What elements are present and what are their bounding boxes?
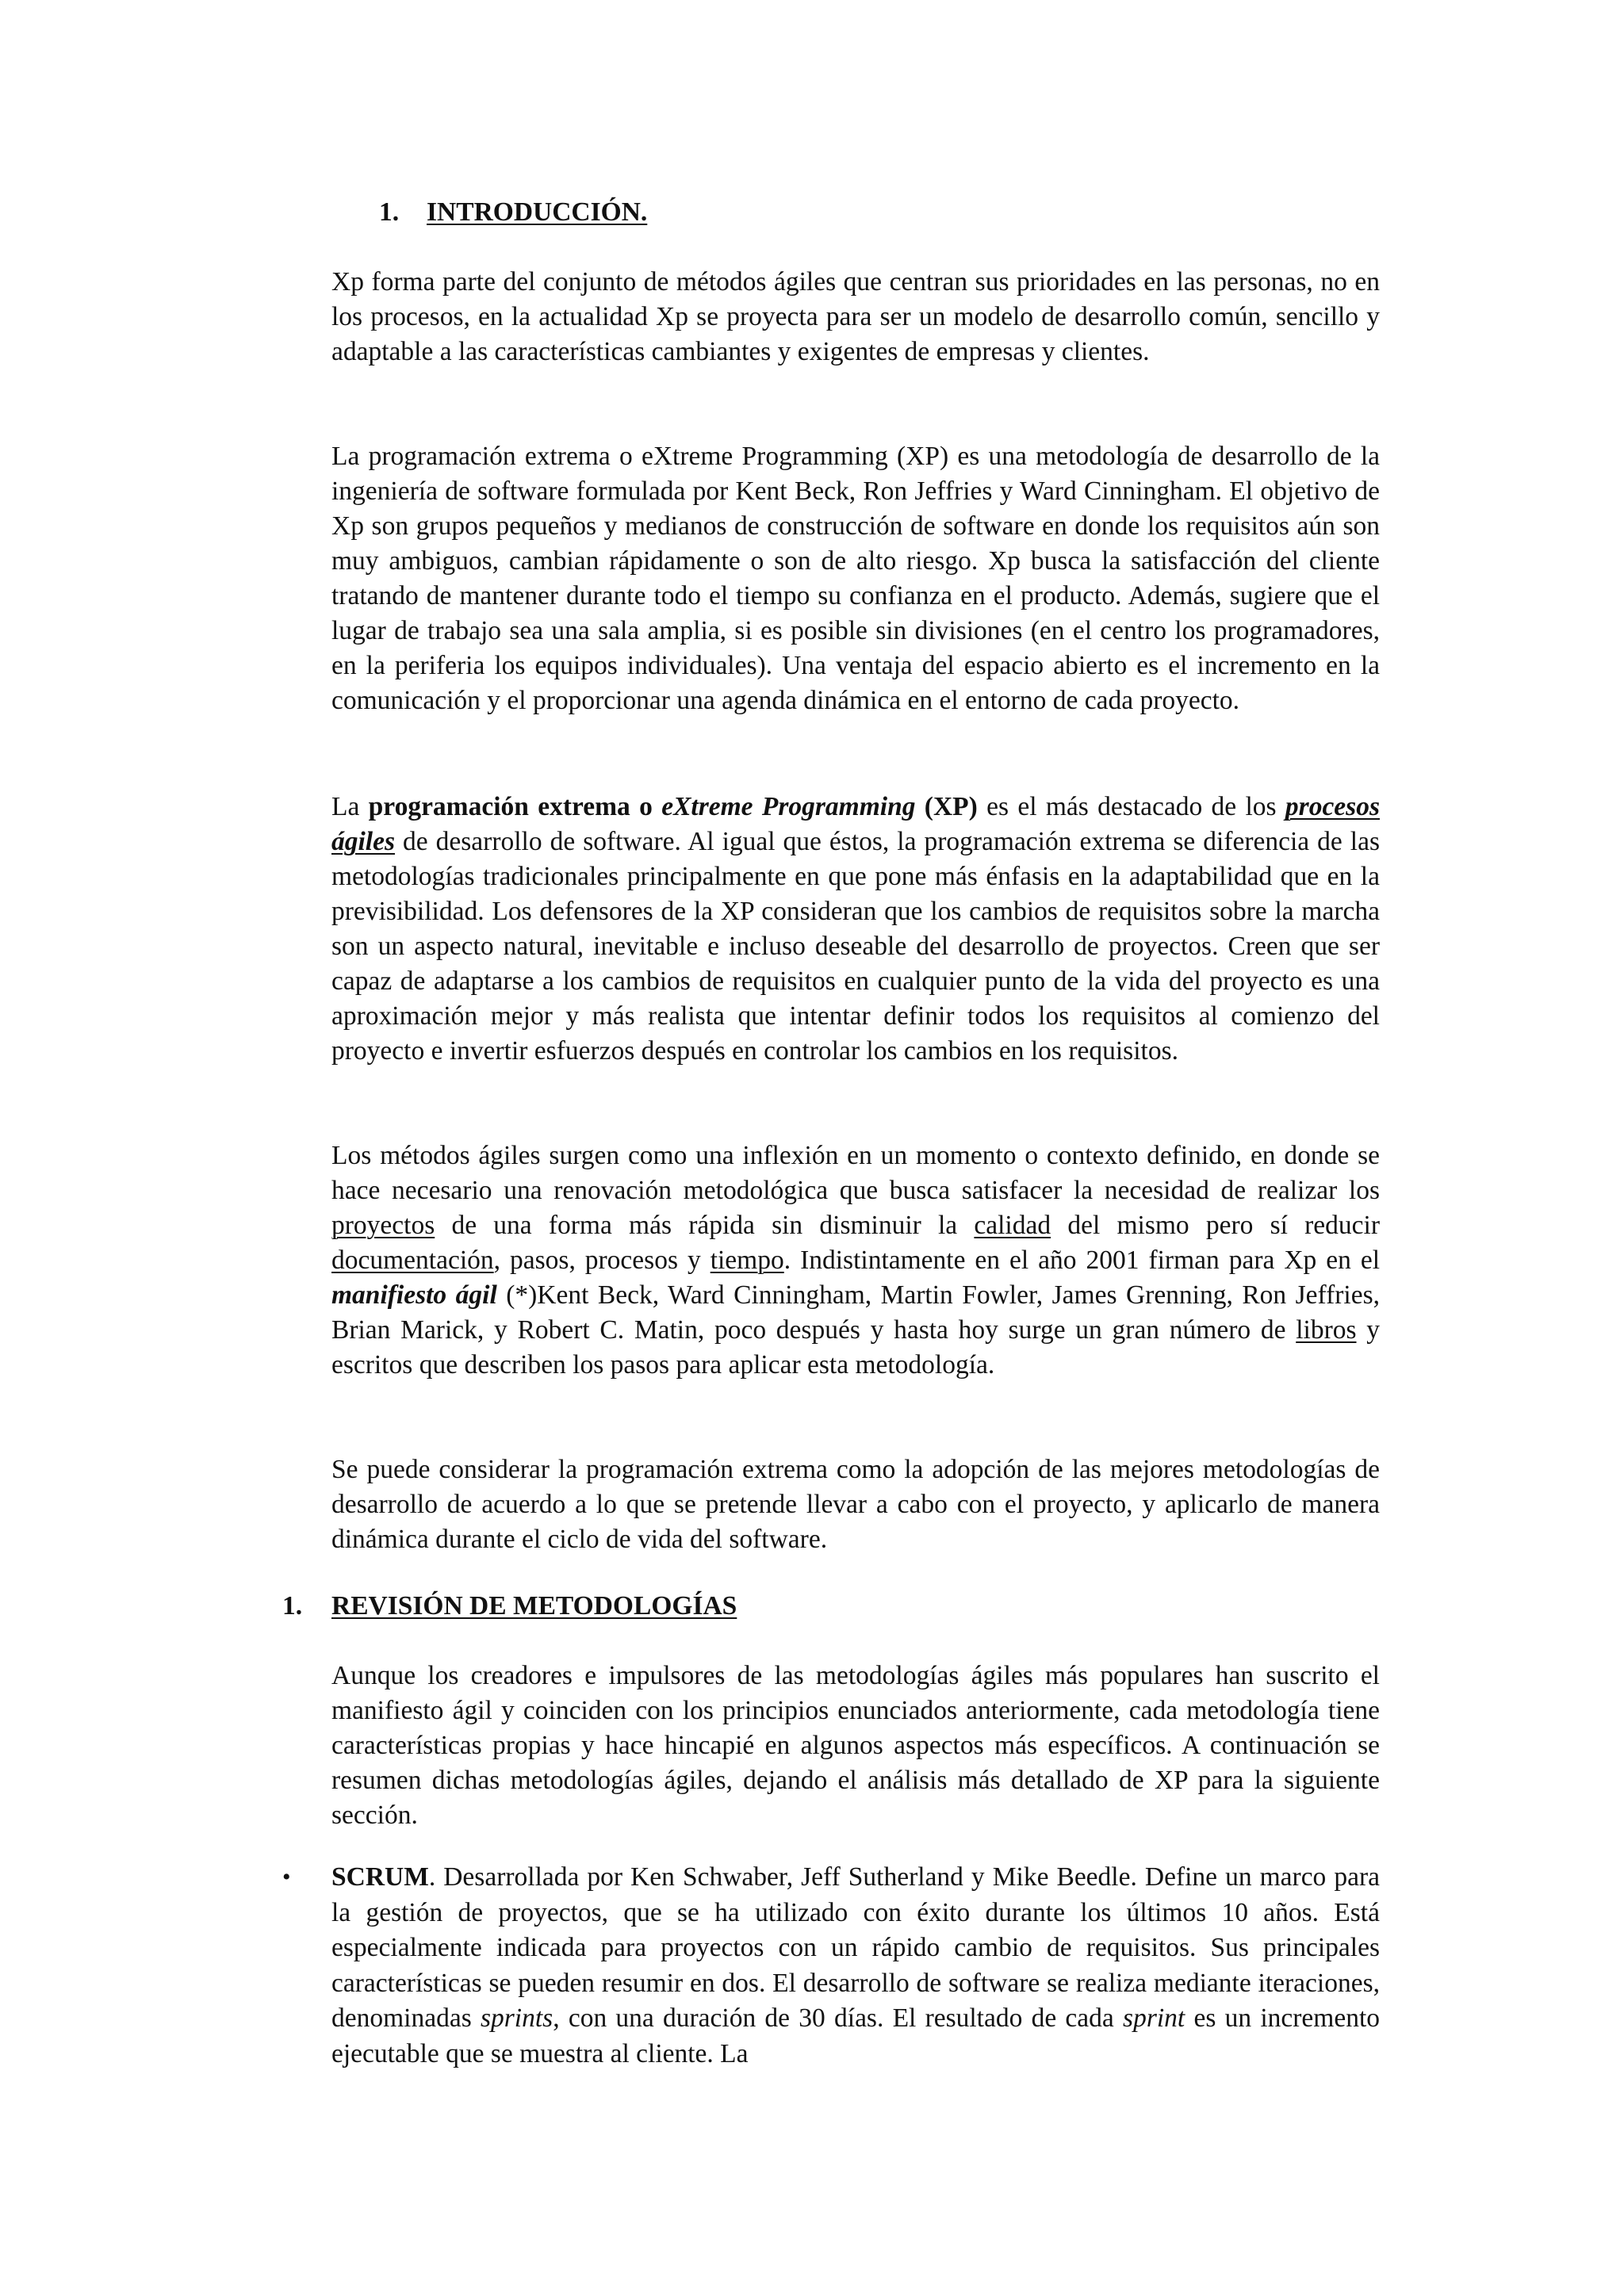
paragraph-1: Xp forma parte del conjunto de métodos ágiles que centran sus prioridades en las personas, no en los procesos, en la actualidad Xp se proyecta para ser un modelo de desarrollo común, sencillo y adaptable a las características cambiantes y exigentes de empresas y clientes. xyxy=(331,267,1380,366)
section-heading-revision xyxy=(282,1589,737,1624)
paragraph-5: Se puede considerar la programación extrema como la adopción de las mejores metodologías de desarrollo de acuerdo a lo que se pretende llevar a cabo con el proyecto, y aplicarlo de manera dinámica durante el ciclo de vida del software. xyxy=(331,1455,1380,1554)
section-number: 1. xyxy=(379,197,400,227)
section-number: 1. xyxy=(282,1591,303,1621)
section-title: INTRODUCCIÓN. xyxy=(427,197,648,227)
paragraph-4: Los métodos ágiles surgen como una inflexión en un momento o contexto definido, en donde se hace necesario una renovación metodológica que busca satisfacer la necesidad de realizar los proyectos de una forma más rápida sin disminuir la calidad del mismo pero sí reducir documentación, pasos, procesos y tiempo. Indistintamente en el año 2001 firman para Xp en el manifiesto ágil (*)Kent Beck, Ward Cinningham, Martin Fowler, James Grenning, Ron Jeffries, Brian Marick, y Robert C. Matin, poco después y hasta hoy surge un gran número de libros y escritos que describen los pasos para aplicar esta metodología. xyxy=(331,1141,1380,1380)
link-proyectos[interactable]: proyectos xyxy=(331,1211,435,1240)
paragraph-2: La programación extrema o eXtreme Programming (XP) es una metodología de desarrollo de la ingeniería de software formulada por Kent Beck, Ron Jeffries y Ward Cinningham. El objetivo de Xp son grupos pequeños y medianos de construcción de software en donde los requisitos aún son muy ambiguos, cambian rápidamente o son de alto riesgo. Xp busca la satisfacción del cliente tratando de mantener durante todo el tiempo su confianza en el producto. Además, sugiere que el lugar de trabajo sea una sala amplia, si es posible sin divisiones (en el centro los programadores, en la periferia los equipos individuales). Una ventaja del espacio abierto es el incremento en la comunicación y el proporcionar una agenda dinámica en el entorno de cada proyecto. xyxy=(331,442,1380,715)
link-tiempo[interactable]: tiempo xyxy=(710,1246,784,1275)
bullet-scrum: SCRUM. Desarrollada por Ken Schwaber, Jeff Sutherland y Mike Beedle. Define un marco para la gestión de proyectos, que se ha utilizado con éxito durante los últimos 10 años. Está especialmente indicada para proyectos con un rápido cambio de requisitos. Sus principales características se pueden resumir en dos. El desarrollo de software se realiza mediante iteraciones, denominadas sprints, con una duración de 30 días. El resultado de cada sprint es un incremento ejecutable que se muestra al cliente. La xyxy=(331,1862,1381,2068)
bullet-marker: • xyxy=(282,1864,291,1890)
link-libros[interactable]: libros xyxy=(1296,1315,1357,1345)
link-procesos-agiles[interactable]: procesos ágiles xyxy=(331,792,1381,856)
paragraph-3: La programación extrema o eXtreme Programming (XP) es el más destacado de los procesos ágiles de desarrollo de software. Al igual que éstos, la programación extrema se diferencia de las metodologías tradicionales principalmente en que pone más énfasis en la adaptabilidad que en la previsibilidad. Los defensores de la XP consideran que los cambios de requisitos sobre la marcha son un aspecto natural, inevitable e incluso deseable del desarrollo de proyectos. Creen que ser capaz de adaptarse a los cambios de requisitos en cualquier punto de la vida del proyecto es una aproximación mejor y más realista que intentar definir todos los requisitos al comienzo del proyecto e invertir esfuerzos después en controlar los cambios en los requisitos. xyxy=(331,792,1381,1066)
section-heading-introduccion xyxy=(379,195,647,230)
paragraph-6: Aunque los creadores e impulsores de las metodologías ágiles más populares han suscrito el manifiesto ágil y coinciden con los principios enunciados anteriormente, cada metodología tiene características propias y hace hincapié en algunos aspectos más específicos. A continuación se resumen dichas metodologías ágiles, dejando el análisis más detallado de XP para la siguiente sección. xyxy=(331,1661,1380,1830)
section-title: REVISIÓN DE METODOLOGÍAS xyxy=(331,1591,737,1621)
link-calidad[interactable]: calidad xyxy=(974,1211,1051,1240)
link-documentacion[interactable]: documentación xyxy=(331,1246,494,1275)
